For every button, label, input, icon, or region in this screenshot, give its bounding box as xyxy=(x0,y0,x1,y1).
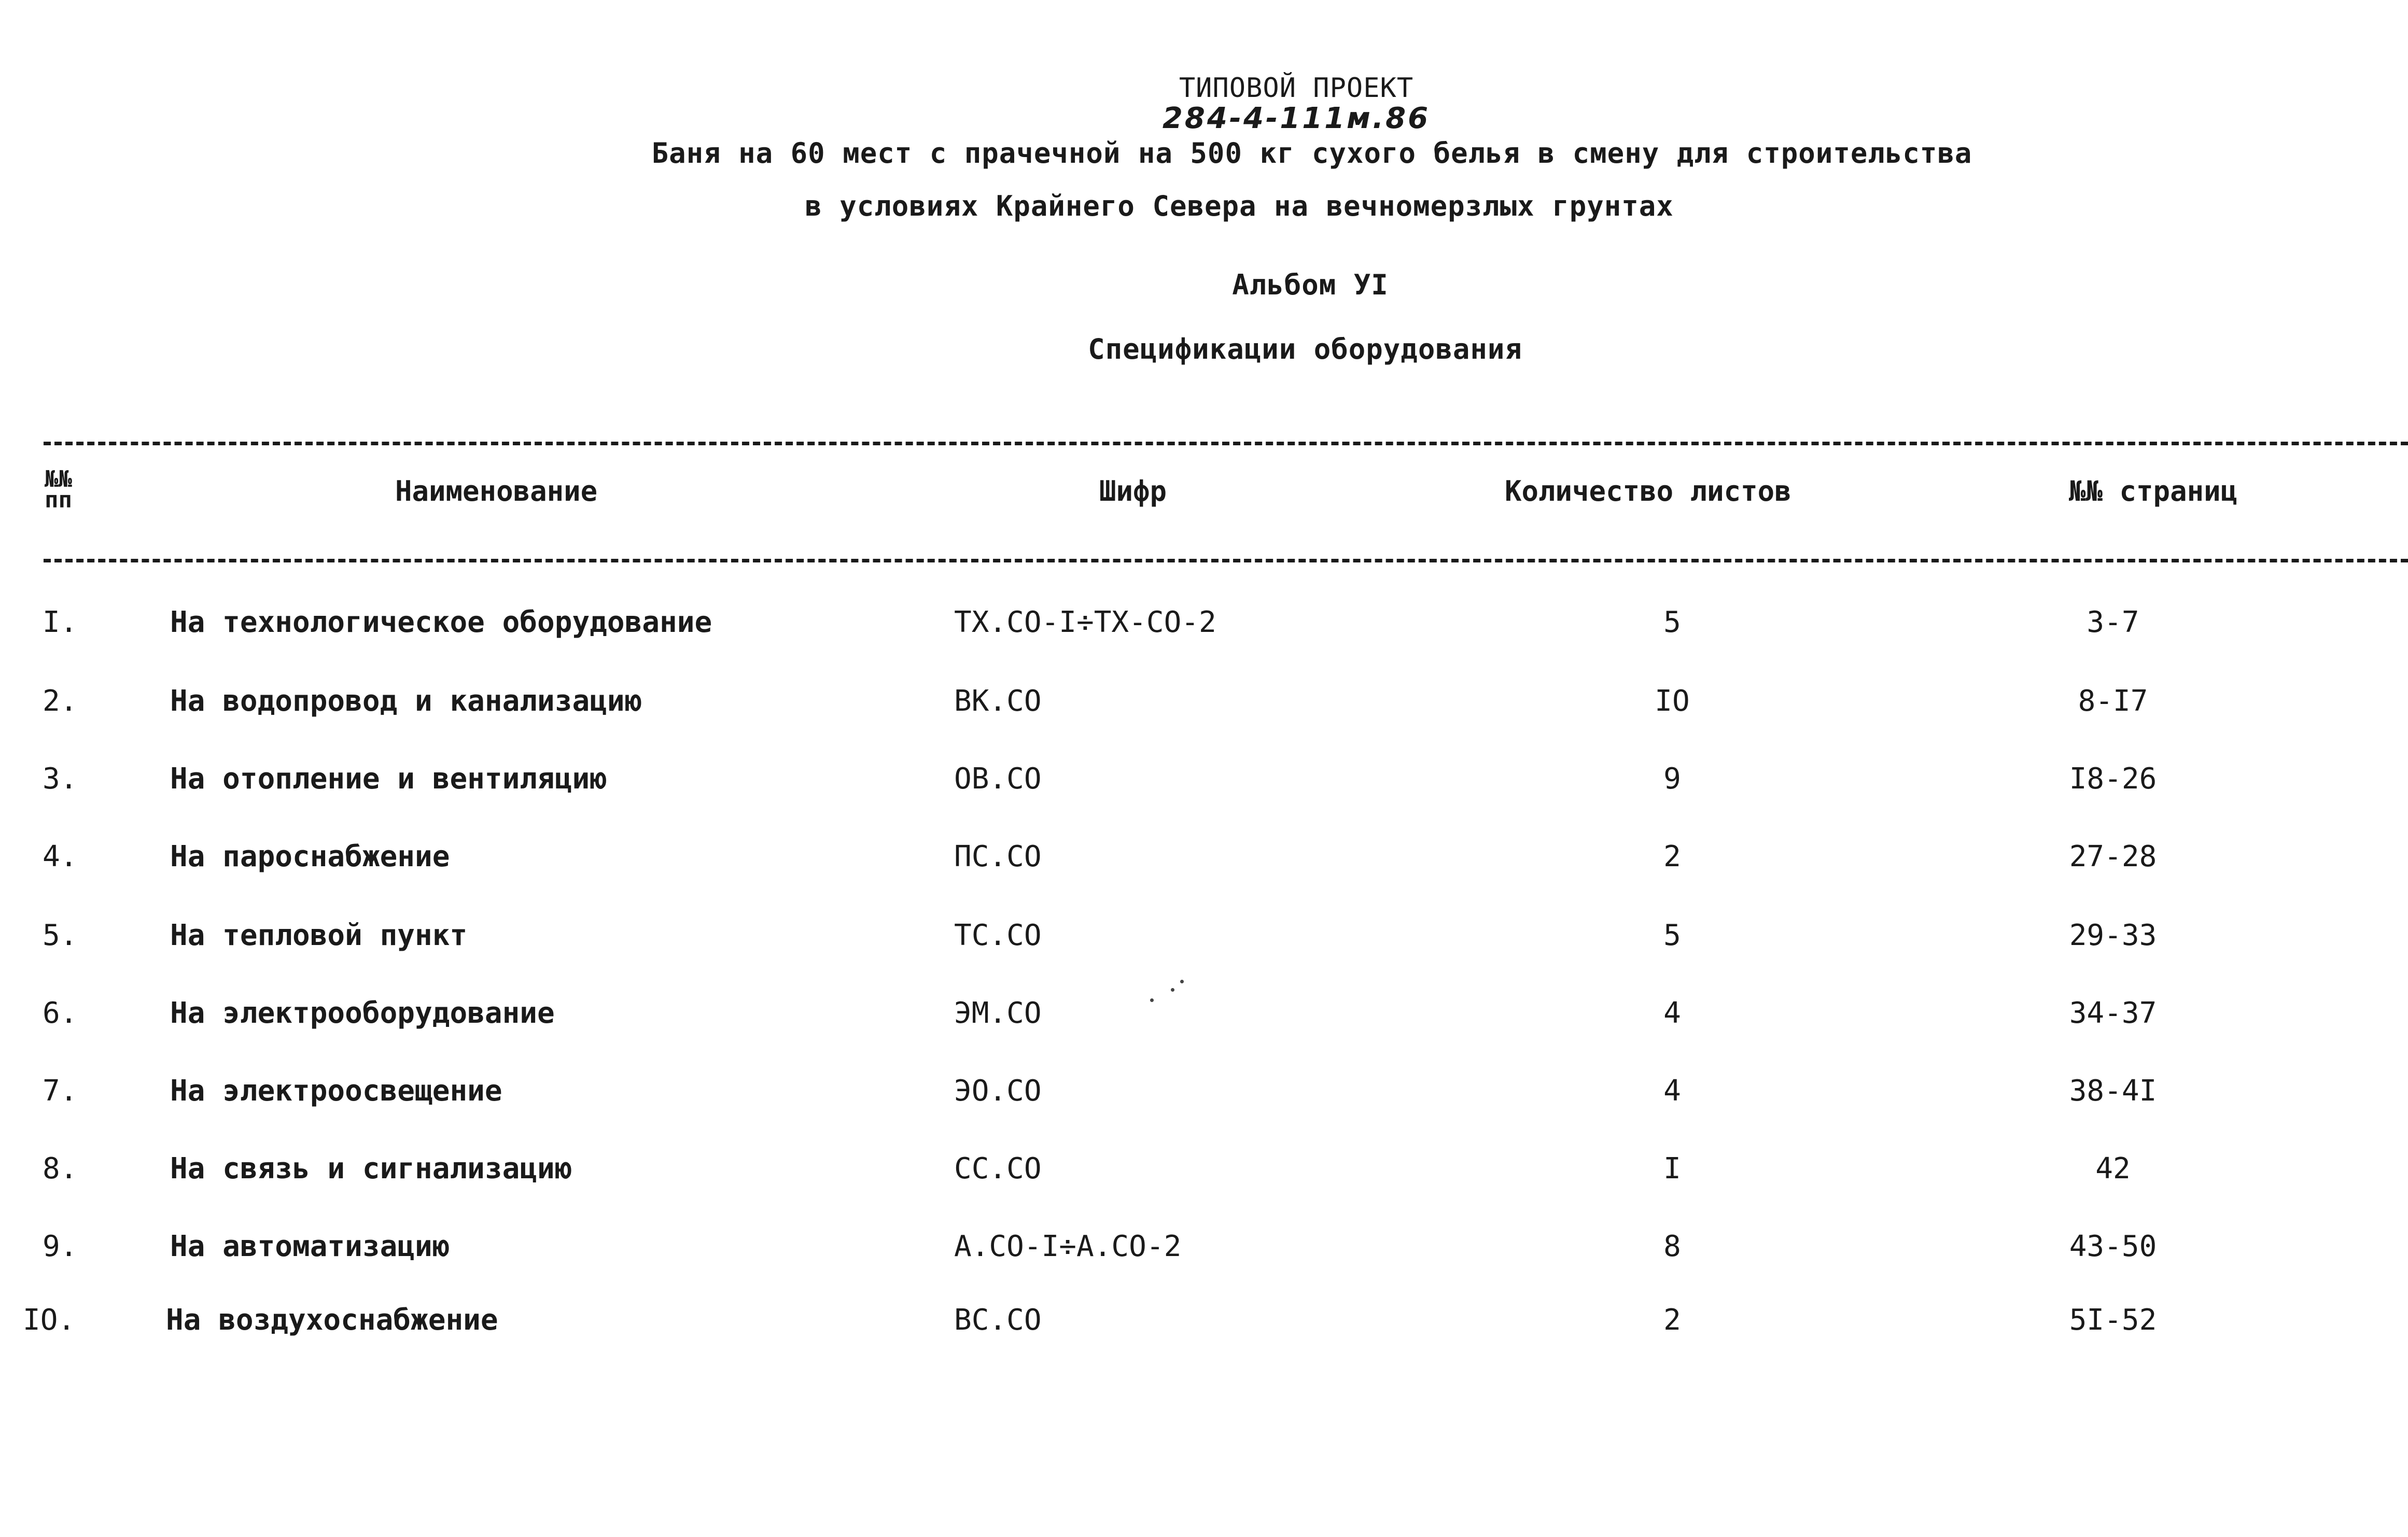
row-pages: 8-I7 xyxy=(2078,684,2148,718)
project-type: ТИПОВОЙ ПРОЕКТ xyxy=(1179,73,1414,104)
row-pages: 34-37 xyxy=(2069,996,2157,1030)
row-code: ПС.СО xyxy=(954,840,1042,873)
row-pages: 5I-52 xyxy=(2069,1303,2157,1337)
row-sheets: IO xyxy=(1655,684,1690,718)
row-name: На отопление и вентиляцию xyxy=(170,762,607,796)
row-number: 2. xyxy=(43,684,78,718)
row-code: СС.СО xyxy=(954,1152,1042,1186)
row-pages: 42 xyxy=(2095,1152,2131,1186)
header-top-rule xyxy=(44,442,2408,445)
row-name: На технологическое оборудование xyxy=(170,605,712,639)
row-code: ТС.СО xyxy=(954,919,1042,952)
row-pages: 3-7 xyxy=(2087,605,2139,639)
row-number: 3. xyxy=(43,762,78,796)
row-name: На электроосвещение xyxy=(170,1074,502,1108)
col-sheets-header: Количество листов xyxy=(1505,475,1791,507)
row-sheets: I xyxy=(1663,1152,1681,1186)
row-sheets: 9 xyxy=(1663,762,1681,796)
row-name: На автоматизацию xyxy=(170,1230,450,1263)
row-code: А.СО-I÷А.СО-2 xyxy=(954,1230,1182,1263)
col-number-top: №№ xyxy=(45,466,72,492)
project-title-line1: Баня на 60 мест с прачечной на 500 кг сухого белья в смену для строительства xyxy=(651,137,1972,170)
row-code: ТХ.СО-I÷ТХ-СО-2 xyxy=(954,605,1216,639)
row-sheets: 5 xyxy=(1663,605,1681,639)
row-number: 7. xyxy=(43,1074,78,1108)
row-name: На связь и сигнализацию xyxy=(170,1152,572,1186)
row-code: ЭМ.СО xyxy=(954,996,1042,1030)
row-pages: 27-28 xyxy=(2069,840,2157,873)
col-name-header: Наименование xyxy=(395,475,598,507)
album-label: Альбом УI xyxy=(1232,269,1389,301)
col-code-header: Шифр xyxy=(1099,475,1167,507)
row-pages: 29-33 xyxy=(2069,919,2157,952)
row-name: На тепловой пункт xyxy=(170,919,468,952)
project-title-line2: в условиях Крайнего Севера на вечномерзлых грунтах xyxy=(805,190,1674,222)
header-bottom-rule xyxy=(44,559,2408,562)
row-number: I. xyxy=(43,605,78,639)
row-sheets: 8 xyxy=(1663,1230,1681,1263)
col-number-bottom: пп xyxy=(45,487,72,513)
row-sheets: 2 xyxy=(1663,840,1681,873)
row-code: ЭО.СО xyxy=(954,1074,1042,1108)
row-number: 9. xyxy=(43,1230,78,1263)
row-name: На электрооборудование xyxy=(170,996,555,1030)
scan-speck xyxy=(1171,988,1174,992)
row-name: На пароснабжение xyxy=(170,840,450,873)
row-pages: 43-50 xyxy=(2069,1230,2157,1263)
scan-speck xyxy=(1150,998,1154,1002)
row-pages: 38-4I xyxy=(2069,1074,2157,1108)
row-number: 4. xyxy=(43,840,78,873)
row-name: На воздухоснабжение xyxy=(166,1303,498,1337)
col-number-header xyxy=(45,466,72,513)
col-pages-header: №№ страниц xyxy=(2069,475,2238,507)
project-code: 284-4-111м.86 xyxy=(1162,102,1431,135)
row-sheets: 4 xyxy=(1663,996,1681,1030)
row-sheets: 4 xyxy=(1663,1074,1681,1108)
row-pages: I8-26 xyxy=(2069,762,2157,796)
row-sheets: 2 xyxy=(1663,1303,1681,1337)
row-code: ОВ.СО xyxy=(954,762,1042,796)
row-number: 8. xyxy=(43,1152,78,1186)
row-name: На водопровод и канализацию xyxy=(170,684,642,718)
document-subject: Спецификации оборудования xyxy=(1088,333,1522,365)
row-number: 5. xyxy=(43,919,78,952)
scan-speck xyxy=(1180,980,1184,983)
row-code: ВС.СО xyxy=(954,1303,1042,1337)
row-code: ВК.СО xyxy=(954,684,1042,718)
row-sheets: 5 xyxy=(1663,919,1681,952)
row-number: 6. xyxy=(43,996,78,1030)
row-number: IO. xyxy=(23,1303,76,1337)
